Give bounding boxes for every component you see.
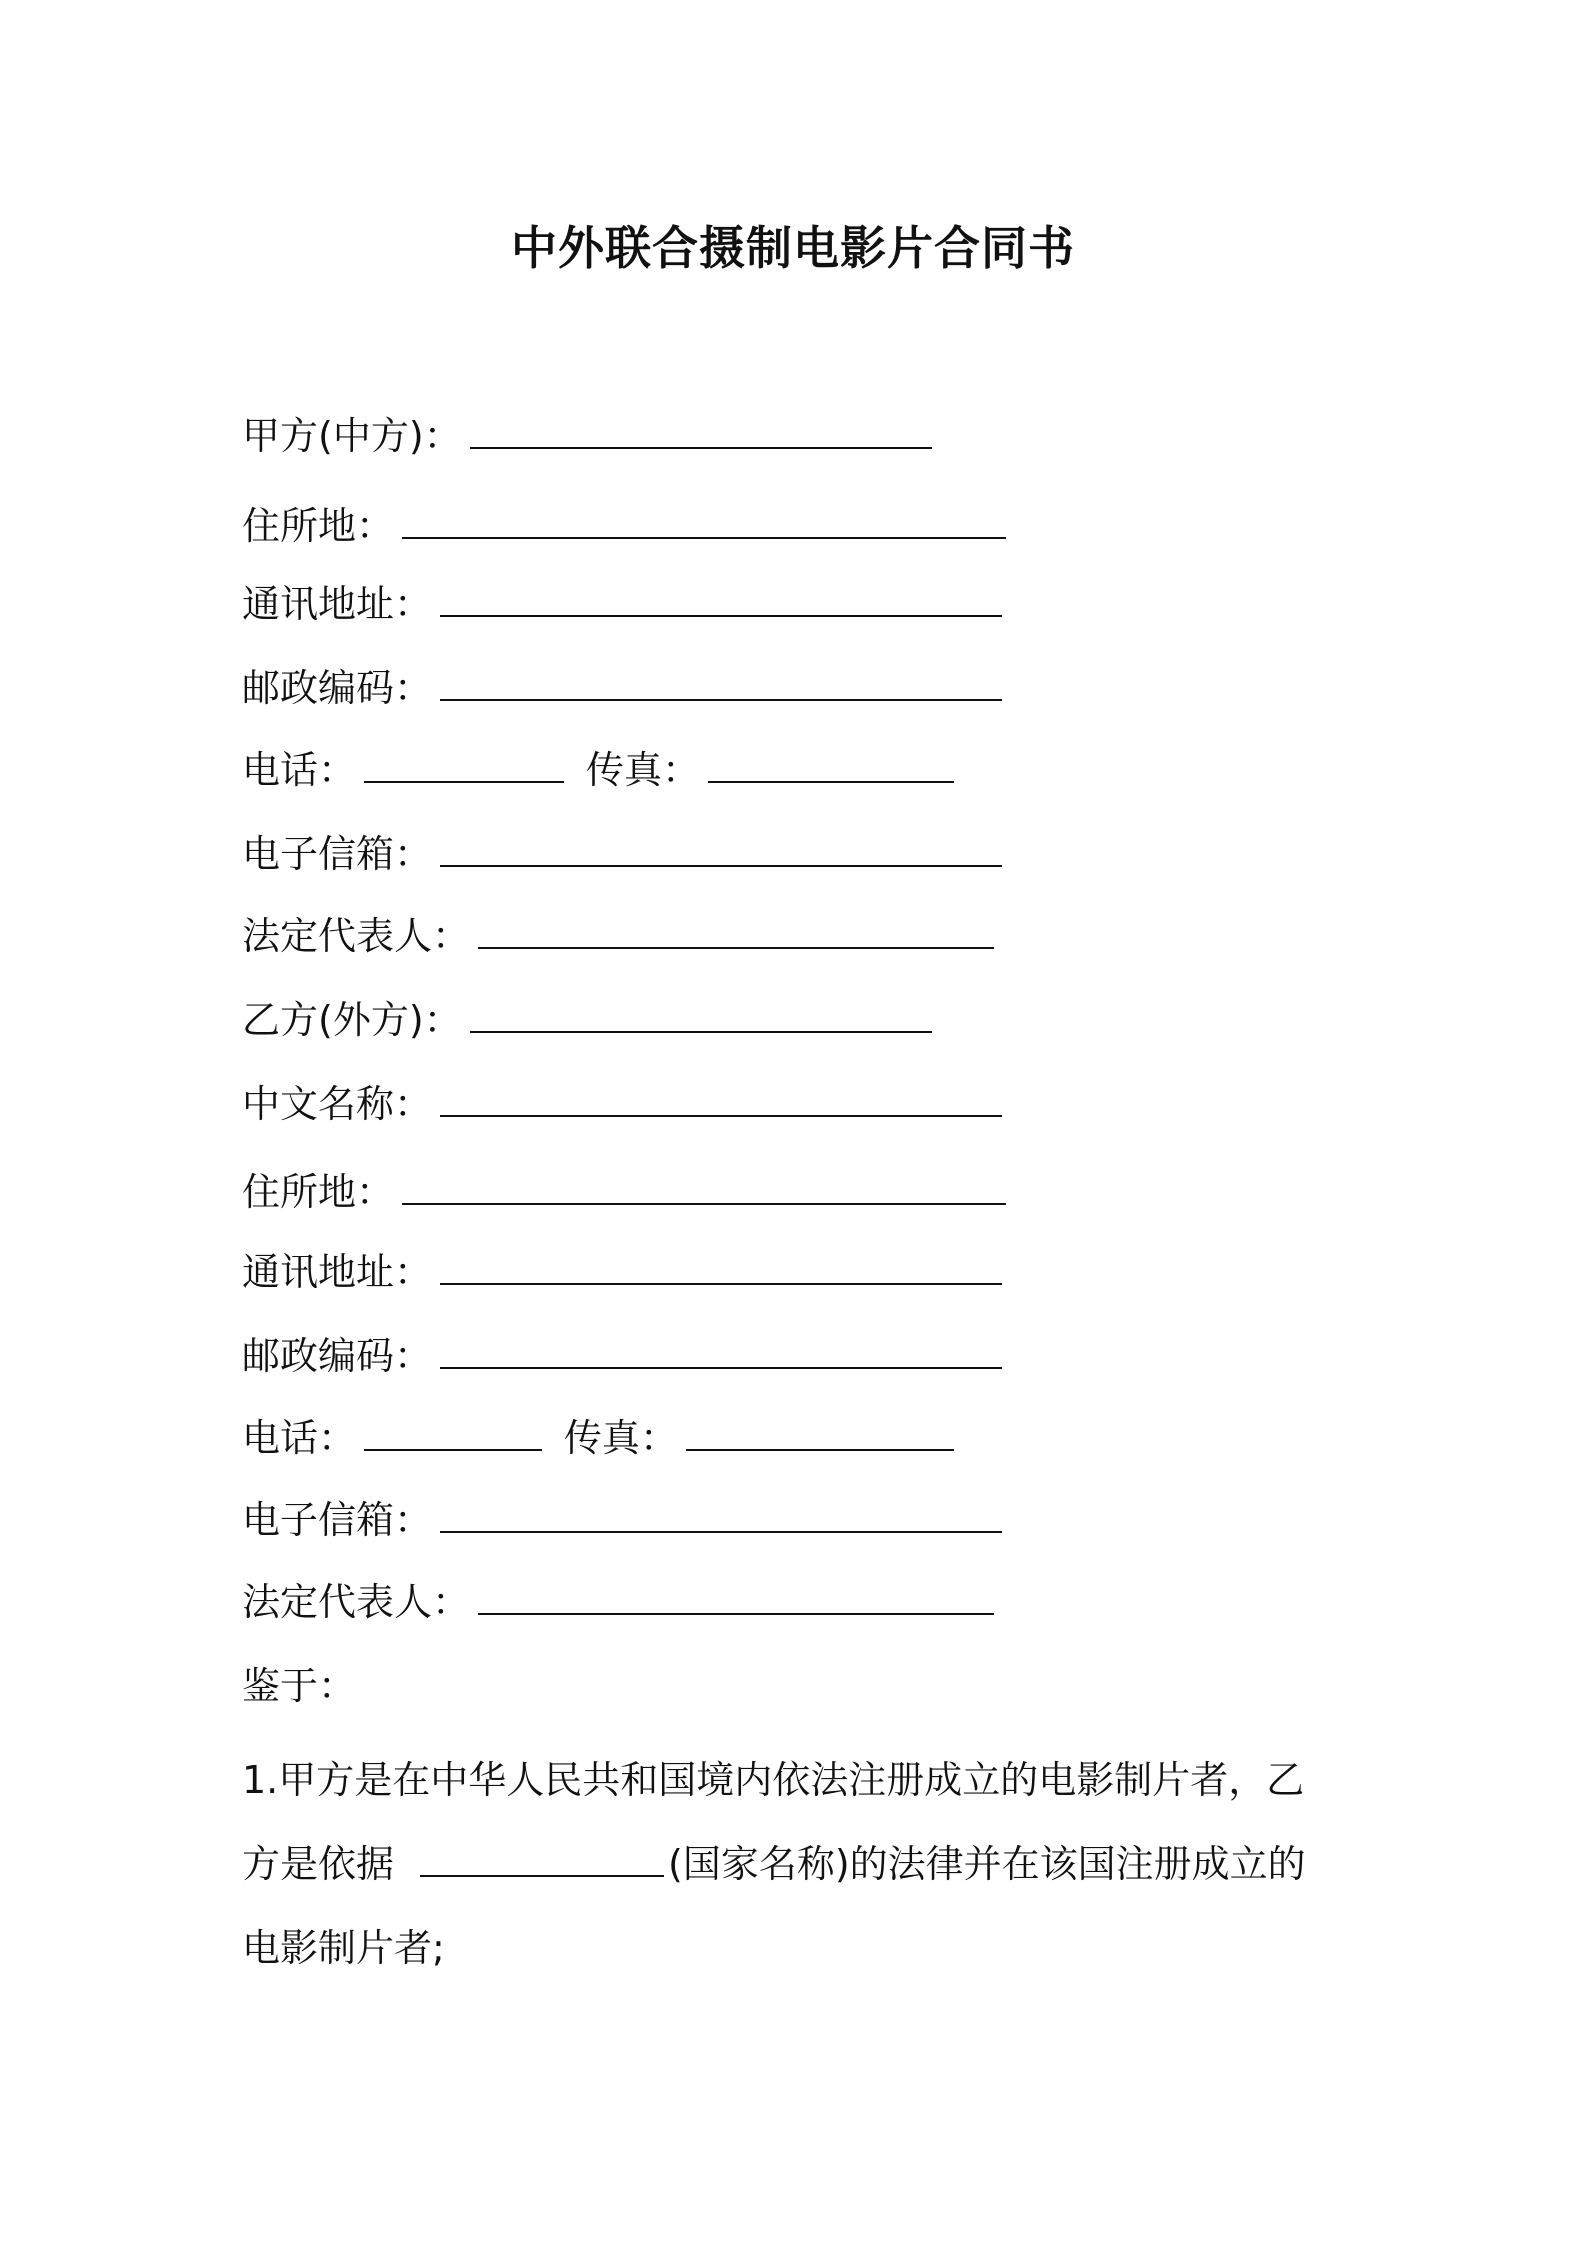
party-b-fax-blank[interactable] [686, 1419, 954, 1451]
party-b-postal-label: 邮政编码： [242, 1334, 433, 1378]
party-a-email-label: 电子信箱： [242, 832, 433, 876]
party-a-email-blank[interactable] [440, 835, 1002, 867]
party-b-mailing-blank[interactable] [440, 1253, 1002, 1285]
party-b-chinese-name-row [242, 1080, 1002, 1128]
party-a-phone-blank[interactable] [364, 751, 564, 783]
party-a-phone-label: 电话： [242, 748, 357, 792]
party-a-address-blank[interactable] [402, 507, 1006, 539]
party-a-postal-label: 邮政编码： [242, 666, 433, 710]
party-b-legal-rep-label: 法定代表人： [242, 1580, 471, 1624]
clause-1-line-3: 电影制片者; [242, 1926, 445, 1970]
party-b-postal-row [242, 1332, 1002, 1380]
party-a-legal-rep-blank[interactable] [478, 917, 994, 949]
whereas-row [242, 1662, 356, 1710]
party-a-email-row [242, 830, 1002, 878]
party-a-postal-row [242, 664, 1002, 712]
party-b-name-blank[interactable] [470, 1001, 932, 1033]
party-b-email-blank[interactable] [440, 1501, 1002, 1533]
party-b-address-label: 住所地： [242, 1170, 395, 1214]
party-b-mailing-row [242, 1248, 1002, 1296]
party-b-heading: 乙方(外方)： [242, 998, 462, 1042]
party-b-legal-rep-row [242, 1578, 994, 1626]
party-b-phone-label: 电话： [242, 1416, 357, 1460]
party-a-heading-row [242, 412, 932, 460]
party-b-heading-row [242, 996, 932, 1044]
clause-1-line-2-prefix: 方是依据 [242, 1842, 395, 1886]
clause-1-line-2 [242, 1822, 1362, 1906]
whereas-label: 鉴于： [242, 1664, 357, 1708]
country-name-blank[interactable] [420, 1845, 664, 1877]
party-a-mailing-blank[interactable] [440, 585, 1002, 617]
party-b-phone-fax-row [242, 1414, 954, 1462]
party-a-mailing-row [242, 580, 1002, 628]
party-a-address-row [242, 502, 1006, 550]
party-b-email-label: 电子信箱： [242, 1498, 433, 1542]
clause-1 [242, 1738, 1362, 1990]
clause-1-line-2-suffix: (国家名称)的法律并在该国注册成立的 [668, 1842, 1306, 1886]
party-b-chinese-name-label: 中文名称： [242, 1082, 433, 1126]
party-a-phone-fax-row [242, 746, 954, 794]
party-b-email-row [242, 1496, 1002, 1544]
party-a-legal-rep-label: 法定代表人： [242, 914, 471, 958]
party-a-postal-blank[interactable] [440, 669, 1002, 701]
party-b-chinese-name-blank[interactable] [440, 1085, 1002, 1117]
party-b-mailing-label: 通讯地址： [242, 1250, 433, 1294]
party-a-fax-label: 传真： [586, 748, 701, 792]
clause-1-line-1: 1.甲方是在中华人民共和国境内依法注册成立的电影制片者，乙 [242, 1758, 1305, 1802]
party-a-heading: 甲方(中方)： [242, 414, 462, 458]
party-b-address-blank[interactable] [402, 1173, 1006, 1205]
party-a-fax-blank[interactable] [708, 751, 954, 783]
party-b-phone-blank[interactable] [364, 1419, 542, 1451]
party-a-name-blank[interactable] [470, 417, 932, 449]
party-a-address-label: 住所地： [242, 504, 395, 548]
party-a-legal-rep-row [242, 912, 994, 960]
page-title: 中外联合摄制电影片合同书 [511, 221, 1075, 275]
party-b-fax-label: 传真： [564, 1416, 679, 1460]
party-b-address-row [242, 1168, 1006, 1216]
party-b-postal-blank[interactable] [440, 1337, 1002, 1369]
party-a-mailing-label: 通讯地址： [242, 582, 433, 626]
party-b-legal-rep-blank[interactable] [478, 1583, 994, 1615]
